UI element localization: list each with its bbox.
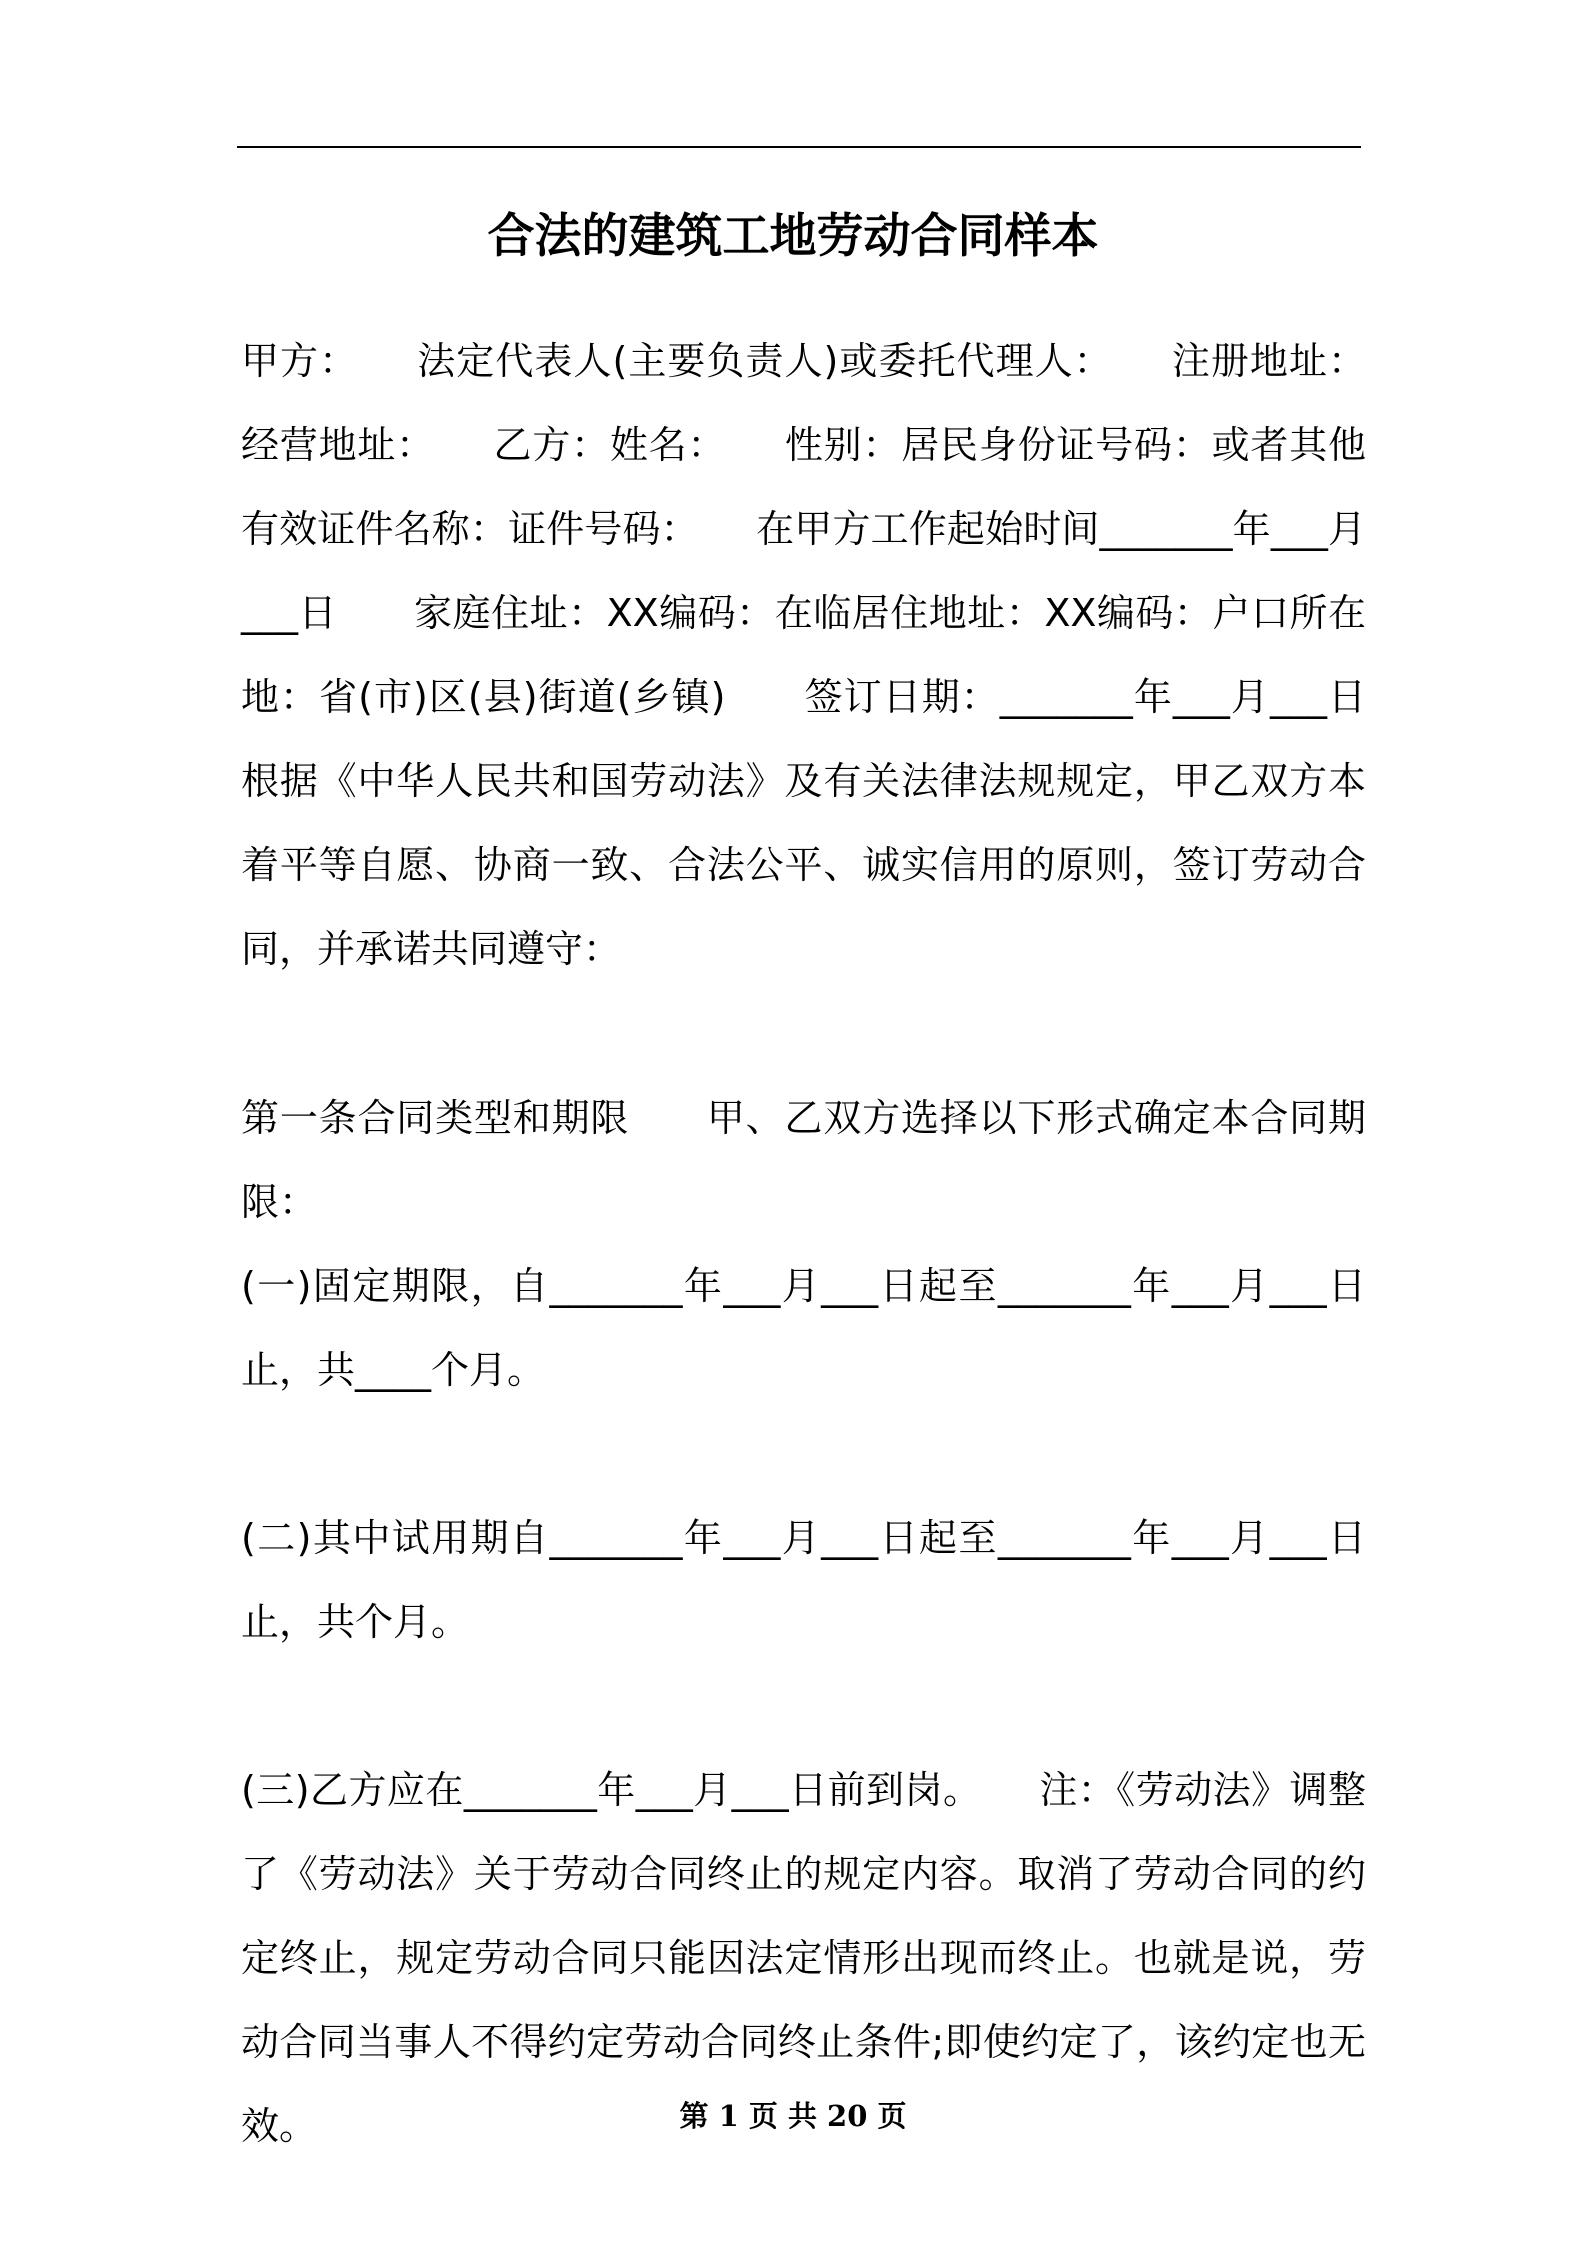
paragraph-fixed-term: (一)固定期限，自_______年___月___日起至_______年___月___日止，共____个月。 bbox=[241, 1264, 1366, 1392]
page-number-footer: 第 1 页 共 20 页 bbox=[679, 2099, 907, 2133]
paragraph-article-1: 第一条合同类型和期限 甲、乙双方选择以下形式确定本合同期限： bbox=[241, 1096, 1366, 1224]
paragraph-probation: (二)其中试用期自_______年___月___日起至_______年___月___日止，共个月。 bbox=[241, 1516, 1366, 1644]
paragraph-start-date-note: (三)乙方应在_______年___月___日前到岗。 注：《劳动法》调整了《劳动法》关于劳动合同终止的规定内容。取消了劳动合同的约定终止，规定劳动合同只能因法定情形出现而终止。也就是说，劳动合同当事人不得约定劳动合同终止条件;即使约定了，该约定也无效。 bbox=[241, 1768, 1366, 2148]
header-rule bbox=[237, 146, 1361, 148]
document-title: 合法的建筑工地劳动合同样本 bbox=[487, 209, 1099, 264]
paragraph-parties-intro: 甲方： 法定代表人(主要负责人)或委托代理人： 注册地址：经营地址： 乙方：姓名： 性别：居民身份证号码：或者其他有效证件名称：证件号码： 在甲方工作起始时间_______年___月___日 家庭住址：XX编码：在临居住地址：XX编码：户口所在地：省(市)区(县)街道(乡镇) 签订日期：_______年___月___日 根据《中华人民共和国劳动法》及有关法律法规规定，甲乙双方本着平等自愿、协商一致、合法公平、诚实信用的原则，签订劳动合同，并承诺共同遵守： bbox=[241, 339, 1443, 971]
